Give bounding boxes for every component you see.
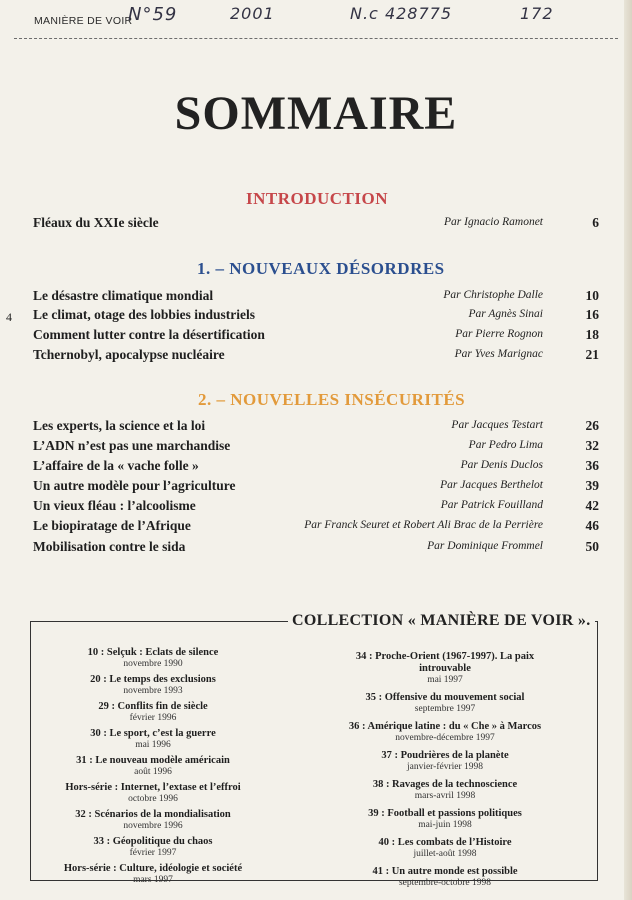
collection-item[interactable]: [300, 721, 590, 744]
item-date: mai 1997: [427, 675, 463, 685]
collection-item[interactable]: [300, 866, 590, 889]
handwritten-page: 172: [520, 4, 554, 23]
item-title: Hors-série : Culture, idéologie et société: [63, 863, 243, 874]
item-date: mars-avril 1998: [414, 791, 476, 801]
toc-entry[interactable]: [33, 438, 599, 456]
toc-entry[interactable]: [33, 418, 599, 436]
handwritten-issue: N°59: [128, 4, 178, 25]
collection-heading: COLLECTION « MANIÈRE DE VOIR ».: [288, 612, 595, 630]
item-title: 34 : Proche-Orient (1967-1997). La paix introuvable: [355, 651, 535, 674]
entry-page: 39: [585, 478, 599, 493]
header-rule: [14, 38, 618, 39]
item-title: 37 : Poudrières de la planète: [381, 750, 509, 761]
item-date: novembre 1993: [123, 686, 183, 696]
toc-entry[interactable]: [33, 498, 599, 516]
toc-entry[interactable]: [33, 307, 599, 325]
collection-item[interactable]: [38, 728, 268, 751]
entry-page: 26: [585, 418, 599, 433]
handwritten-reference: N.c 428775: [350, 4, 453, 23]
collection-item[interactable]: [300, 750, 590, 773]
entry-page: 46: [585, 518, 599, 533]
item-title: 35 : Offensive du mouvement social: [365, 692, 525, 703]
entry-author: Par Yves Marignac: [454, 348, 543, 360]
item-date: janvier-février 1998: [406, 762, 484, 772]
toc-entry[interactable]: [33, 458, 599, 476]
item-date: mai 1996: [135, 740, 171, 750]
collection-item[interactable]: [38, 674, 268, 697]
item-date: février 1997: [129, 848, 177, 858]
collection-item[interactable]: [300, 808, 590, 831]
entry-page: 18: [585, 327, 599, 342]
entry-title: Le climat, otage des lobbies industriels: [33, 307, 255, 322]
collection-item[interactable]: [38, 809, 268, 832]
item-title: 10 : Selçuk : Eclats de silence: [87, 647, 219, 658]
item-date: mai-juin 1998: [418, 820, 472, 830]
entry-page: 10: [585, 288, 599, 303]
entry-author: Par Jacques Testart: [451, 419, 543, 431]
entry-author: Par Ignacio Ramonet: [443, 216, 543, 228]
item-title: 20 : Le temps des exclusions: [90, 674, 216, 685]
section-heading-insecurites: 2. – NOUVELLES INSÉCURITÉS: [198, 390, 466, 409]
item-date: novembre 1990: [123, 659, 183, 669]
collection-item[interactable]: [38, 701, 268, 724]
collection-list-left: [38, 647, 268, 890]
item-title: 38 : Ravages de la technoscience: [372, 779, 518, 790]
item-date: novembre 1996: [123, 821, 183, 831]
entry-author: Par Denis Duclos: [460, 459, 543, 471]
collection-item[interactable]: [300, 837, 590, 860]
entry-title: Comment lutter contre la désertification: [33, 327, 265, 342]
collection-item[interactable]: [38, 863, 268, 886]
item-title: 32 : Scénarios de la mondialisation: [75, 809, 231, 820]
entry-title: Le désastre climatique mondial: [33, 288, 214, 303]
item-date: novembre-décembre 1997: [395, 733, 495, 743]
publication-label: MANIÈRE DE VOIR: [34, 15, 133, 27]
collection-item[interactable]: [38, 782, 268, 805]
toc-entry[interactable]: [33, 539, 599, 557]
handwritten-year: 2001: [230, 4, 275, 23]
collection-list-right: [300, 651, 590, 895]
entry-author: Par Dominique Frommel: [427, 540, 543, 552]
entry-author: Par Patrick Fouilland: [440, 499, 543, 511]
item-title: 39 : Football et passions politiques: [368, 808, 522, 819]
page-title: SOMMAIRE: [174, 87, 458, 140]
item-date: mars 1997: [133, 875, 173, 885]
collection-item[interactable]: [38, 755, 268, 778]
entry-page: 36: [585, 458, 599, 473]
item-title: 40 : Les combats de l’Histoire: [378, 837, 512, 848]
toc-entry[interactable]: [33, 215, 599, 233]
item-date: octobre 1996: [128, 794, 178, 804]
item-title: 31 : Le nouveau modèle américain: [76, 755, 230, 766]
item-date: septembre 1997: [414, 704, 476, 714]
entry-page: 21: [585, 347, 599, 362]
entry-author: Par Christophe Dalle: [443, 289, 543, 301]
section-heading-introduction: INTRODUCTION: [246, 189, 389, 208]
collection-item[interactable]: [38, 836, 268, 859]
toc-entry[interactable]: [33, 518, 599, 536]
entry-title: Le biopiratage de l’Afrique: [33, 518, 191, 533]
entry-page: 16: [585, 307, 599, 322]
entry-title: Un vieux fléau : l’alcoolisme: [33, 498, 196, 513]
toc-entry[interactable]: [33, 288, 599, 306]
item-date: juillet-août 1998: [413, 849, 477, 859]
toc-entry[interactable]: [33, 478, 599, 496]
collection-item[interactable]: [300, 692, 590, 715]
entry-title: L’ADN n’est pas une marchandise: [33, 438, 231, 453]
margin-number: 4: [6, 310, 12, 324]
item-title: 41 : Un autre monde est possible: [372, 866, 518, 877]
entry-title: Mobilisation contre le sida: [33, 539, 186, 554]
entry-title: Un autre modèle pour l’agriculture: [33, 478, 236, 493]
entry-page: 42: [585, 498, 599, 513]
entry-author: Par Agnès Sinai: [468, 308, 543, 320]
collection-item[interactable]: [300, 651, 590, 686]
entry-title: Fléaux du XXIe siècle: [33, 215, 159, 230]
collection-item[interactable]: [300, 779, 590, 802]
collection-item[interactable]: [38, 647, 268, 670]
item-title: Hors-série : Internet, l’extase et l’effroi: [65, 782, 241, 793]
item-date: août 1996: [134, 767, 172, 777]
item-title: 29 : Conflits fin de siècle: [98, 701, 208, 712]
item-title: 36 : Amérique latine : du « Che » à Marcos: [348, 721, 542, 732]
entry-page: 6: [592, 215, 599, 230]
entry-page: 50: [585, 539, 599, 554]
item-date: septembre-octobre 1998: [398, 878, 492, 888]
item-title: 30 : Le sport, c’est la guerre: [90, 728, 216, 739]
entry-author: Par Jacques Berthelot: [440, 479, 543, 491]
toc-entry[interactable]: [33, 347, 599, 365]
item-title: 33 : Géopolitique du chaos: [93, 836, 213, 847]
entry-page: 32: [585, 438, 599, 453]
entry-title: Les experts, la science et la loi: [33, 418, 206, 433]
entry-title: L’affaire de la « vache folle »: [33, 458, 199, 473]
entry-author: Par Franck Seuret et Robert Ali Brac de la Perrière: [304, 519, 543, 531]
entry-author: Par Pierre Rognon: [455, 328, 543, 340]
toc-entry[interactable]: [33, 327, 599, 345]
entry-author: Par Pedro Lima: [468, 439, 543, 451]
entry-title: Tchernobyl, apocalypse nucléaire: [33, 347, 225, 362]
item-date: février 1996: [129, 713, 177, 723]
section-heading-desordres: 1. – NOUVEAUX DÉSORDRES: [197, 259, 445, 278]
